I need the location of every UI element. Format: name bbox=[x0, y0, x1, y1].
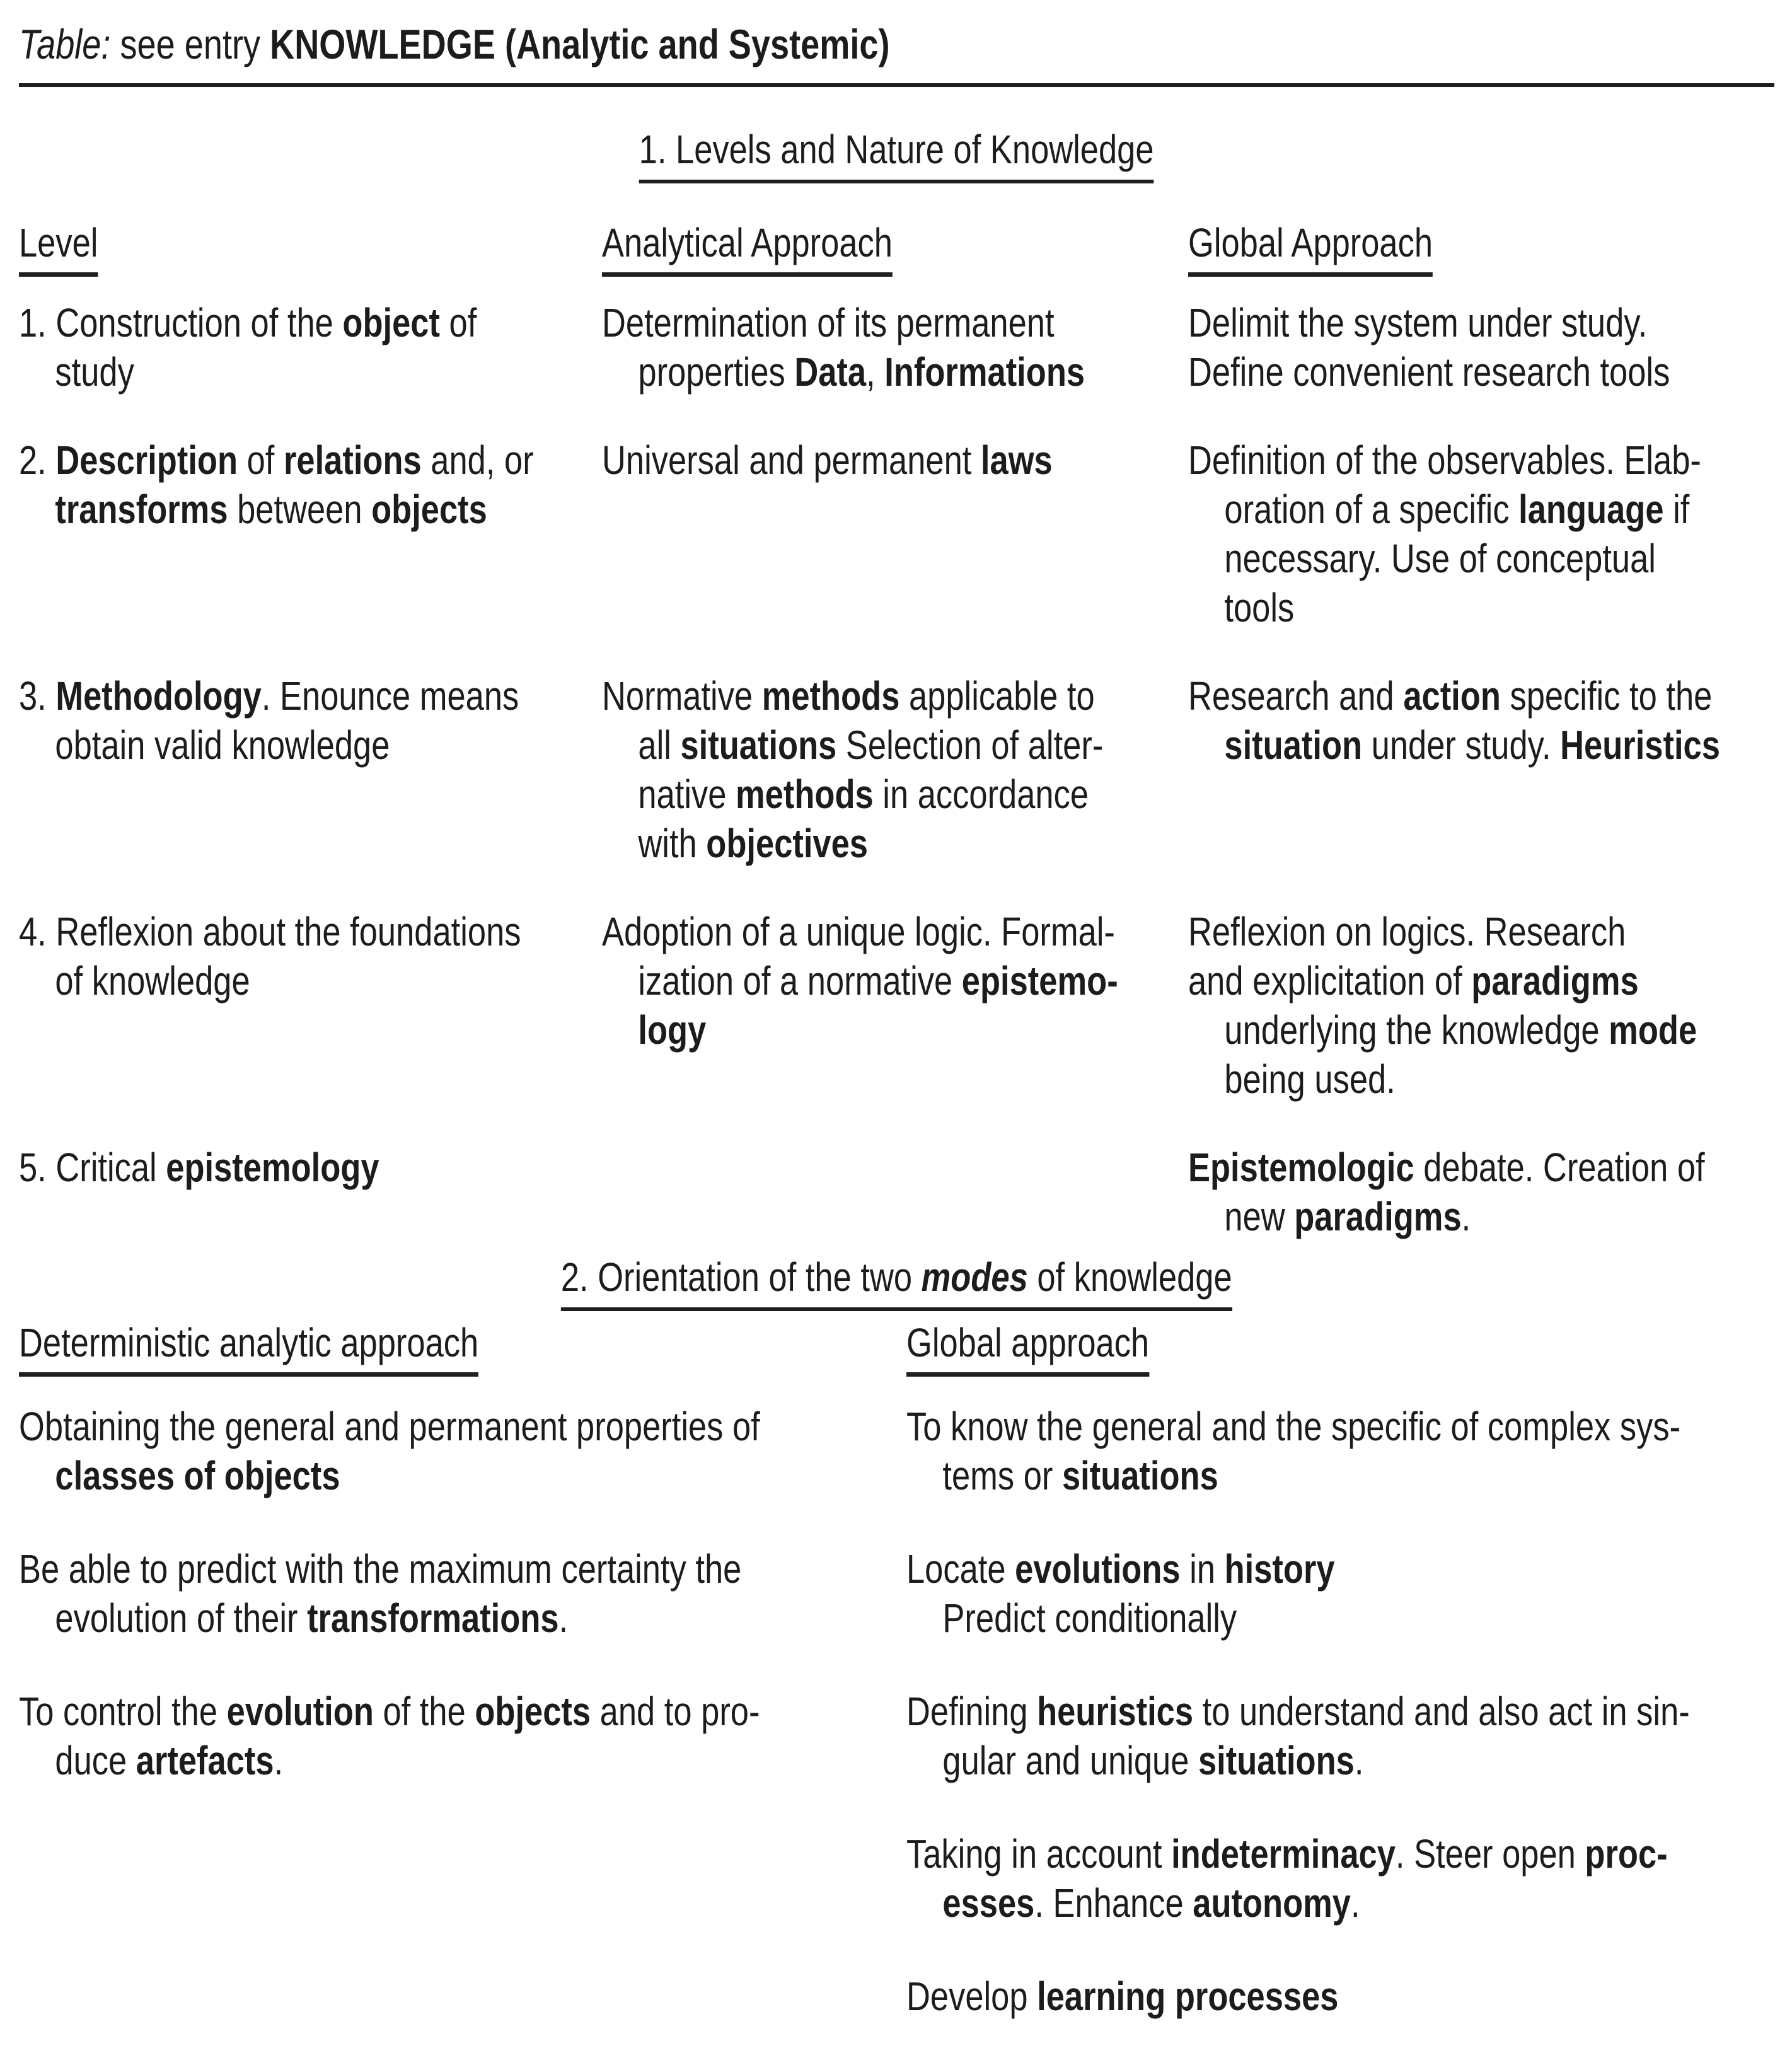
horizontal-rule bbox=[19, 83, 1774, 87]
orientation-columns bbox=[19, 1318, 1774, 2065]
column-header-analytical-wrap bbox=[602, 218, 1188, 277]
title-table-label: Table: bbox=[19, 21, 111, 67]
title-entry-name: KNOWLEDGE (Analytic and Systemic) bbox=[270, 21, 890, 67]
cell-row1-level: 1. Construction of the object of study bbox=[19, 300, 477, 395]
global-column bbox=[906, 1318, 1792, 2065]
deterministic-paragraph-2: Be able to predict with the maximum certainty the evolution of their transformations. bbox=[19, 1546, 742, 1641]
cell-row2-level: 2. Description of relations and, or transforms between objects bbox=[19, 437, 534, 532]
column-header-analytical: Analytical Approach bbox=[602, 218, 893, 277]
deterministic-header-wrap bbox=[19, 1318, 907, 1377]
table-row-4 bbox=[19, 907, 1774, 1104]
cell-row2-global: Definition of the observables. Elab- oration of a specific language if necessary. Use of conceptual tools bbox=[1188, 437, 1701, 630]
section2-heading-text bbox=[561, 1254, 1232, 1311]
page-title bbox=[19, 18, 1775, 71]
deterministic-paragraph-1: Obtaining the general and permanent properties of classes of objects bbox=[19, 1404, 760, 1498]
table-row-3 bbox=[19, 671, 1774, 868]
global-header-wrap bbox=[906, 1318, 1792, 1377]
cell-row3-analytical: Normative methods applicable to all situations Selection of alter- native methods in accordance with objectives bbox=[602, 673, 1104, 866]
global-header: Global approach bbox=[906, 1318, 1149, 1377]
section2-heading-pre: 2. Orientation of the two bbox=[561, 1254, 922, 1300]
section2-heading-post: of knowledge bbox=[1028, 1254, 1232, 1300]
levels-table bbox=[19, 218, 1774, 1241]
cell-row4-level: 4. Reflexion about the foundations of knowledge bbox=[19, 909, 521, 1004]
column-header-global: Global Approach bbox=[1188, 218, 1433, 277]
section2-heading bbox=[19, 1252, 1774, 1302]
cell-row1-global: Delimit the system under study. Define convenient research tools bbox=[1188, 300, 1670, 395]
deterministic-header: Deterministic analytic approach bbox=[19, 1318, 478, 1377]
cell-row4-analytical: Adoption of a unique logic. Formal- ization of a normative epistemo- logy bbox=[602, 909, 1118, 1053]
deterministic-paragraph-3: To control the evolution of the objects and to pro- duce artefacts. bbox=[19, 1689, 760, 1783]
column-header-global-wrap bbox=[1188, 218, 1774, 277]
cell-row2-analytical: Universal and permanent laws bbox=[602, 437, 1053, 483]
cell-row4-global: Reflexion on logics. Research and explicitation of paradigms underlying the knowledge mode being used. bbox=[1188, 909, 1697, 1102]
table-row-1 bbox=[19, 298, 1774, 396]
cell-row1-analytical: Determination of its permanent properties Data, Informations bbox=[602, 300, 1085, 395]
cell-row3-global: Research and action specific to the situation under study. Heuristics bbox=[1188, 673, 1720, 768]
deterministic-column bbox=[19, 1318, 906, 2065]
cell-row5-analytical bbox=[602, 1143, 1188, 1241]
column-header-level-wrap bbox=[19, 218, 602, 277]
cell-row5-level: 5. Critical epistemology bbox=[19, 1145, 379, 1190]
cell-row5-global: Epistemologic debate. Creation of new paradigms. bbox=[1188, 1145, 1705, 1239]
section1-heading bbox=[19, 125, 1774, 174]
column-header-level: Level bbox=[19, 218, 98, 277]
global-paragraph-3: Defining heuristics to understand and also act in sin- gular and unique situations. bbox=[906, 1689, 1690, 1783]
global-paragraph-4: Taking in account indeterminacy. Steer open proc- esses. Enhance autonomy. bbox=[906, 1831, 1668, 1926]
section2-heading-modes: modes bbox=[921, 1254, 1029, 1300]
section1-heading-text: 1. Levels and Nature of Knowledge bbox=[639, 127, 1154, 183]
global-paragraph-1: To know the general and the specific of complex sys- tems or situations bbox=[906, 1404, 1681, 1498]
table-header-row bbox=[19, 218, 1774, 277]
cell-row3-level: 3. Methodology. Enounce means obtain valid knowledge bbox=[19, 673, 519, 768]
table-row-5 bbox=[19, 1143, 1774, 1241]
global-paragraph-5: Develop learning processes bbox=[906, 1974, 1339, 2019]
table-row-2 bbox=[19, 436, 1774, 632]
global-paragraph-2: Locate evolutions in history Predict conditionally bbox=[906, 1546, 1335, 1641]
title-see-entry: see entry bbox=[110, 21, 270, 67]
